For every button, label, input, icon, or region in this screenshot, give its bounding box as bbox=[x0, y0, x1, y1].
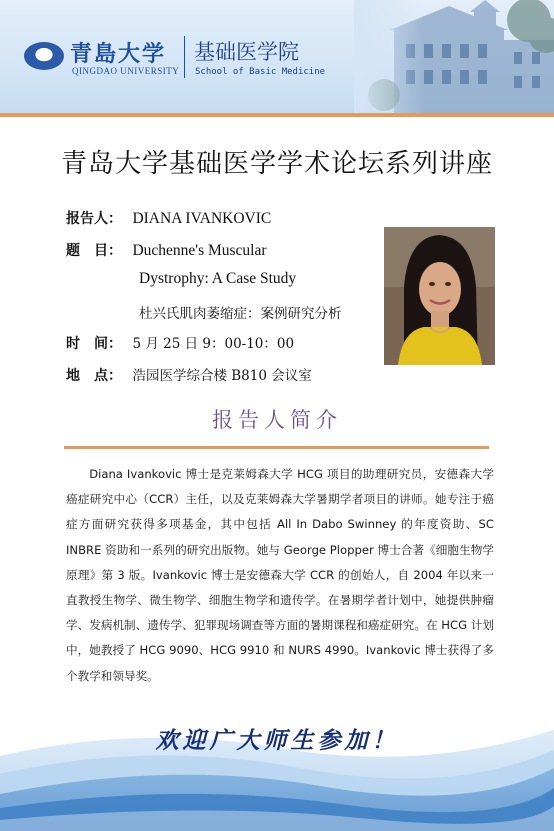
speaker-bio: Diana Ivankovic 博士是克莱姆森大学 HCG 项目的助理研究员，安德森大学癌症研究中心（CCR）主任，以及克莱姆森大学暑期学者项目的讲师。她专注于癌症方面研究获得多项基金，其中包括 All In Dabo Swinney 的年度资助、SC INBRE 资助和一系列的研究出版物。她与 George Plopper 博士合著《细胞生物学原理》第 3 版。Ivankovic 博士是安德森大学 CCR 的创始人，自 2004 年以来一直教授生物学、微生物学、细胞生物学和遗传学。在暑期学者计划中，她提供肿瘤学、发病机制、遗传学、犯罪现场调查等方面的暑期课程和癌症研究。在 HCG 计划中，她教授了 HCG 9090、HCG 9910 和 NURS 4990。Ivankovic 博士获得了多个教学和领导奖。 bbox=[66, 467, 494, 683]
speaker-photo bbox=[384, 227, 495, 365]
section-heading-speaker-intro: 报告人简介 bbox=[212, 408, 342, 432]
school-name-en: School of Basic Medicine bbox=[195, 67, 326, 77]
topic-cn-row bbox=[139, 302, 342, 322]
topic-chinese: 杜兴氏肌肉萎缩症：案例研究分析 bbox=[139, 306, 342, 322]
school-name-cn: 基础医学院 bbox=[194, 40, 299, 64]
place-label: 地 点： bbox=[66, 368, 122, 384]
speaker-label: 报告人： bbox=[66, 211, 122, 227]
university-name-cn: 青島大学 bbox=[70, 41, 167, 67]
header-accent-bar bbox=[0, 113, 554, 117]
time-label: 时 间： bbox=[66, 336, 122, 352]
topic-line-2: Dystrophy: A Case Study bbox=[139, 270, 297, 287]
speaker-name: DIANA IVANKOVIC bbox=[132, 210, 272, 227]
campus-building-illustration bbox=[354, 0, 554, 113]
topic-label: 题 目： bbox=[66, 243, 122, 259]
header-banner bbox=[0, 0, 554, 113]
topic-row bbox=[66, 240, 267, 260]
time-value: 5 月 25 日 9：00-10：00 bbox=[132, 336, 295, 352]
welcome-message: 欢迎广大师生参加！ bbox=[155, 727, 399, 754]
header-divider bbox=[184, 36, 185, 78]
place-row bbox=[66, 364, 312, 385]
university-name-en: QINGDAO UNIVERSITY bbox=[72, 66, 180, 76]
topic-line-1: Duchenne's Muscular bbox=[132, 242, 267, 259]
place-value: 浩园医学综合楼 B810 会议室 bbox=[132, 368, 312, 384]
topic-line-2-row bbox=[139, 270, 296, 288]
university-seal-icon bbox=[24, 42, 64, 70]
time-row bbox=[66, 332, 294, 353]
poster-title: 青岛大学基础医学学术论坛系列讲座 bbox=[60, 149, 493, 179]
speaker-row bbox=[66, 208, 271, 228]
section-divider bbox=[64, 446, 489, 449]
